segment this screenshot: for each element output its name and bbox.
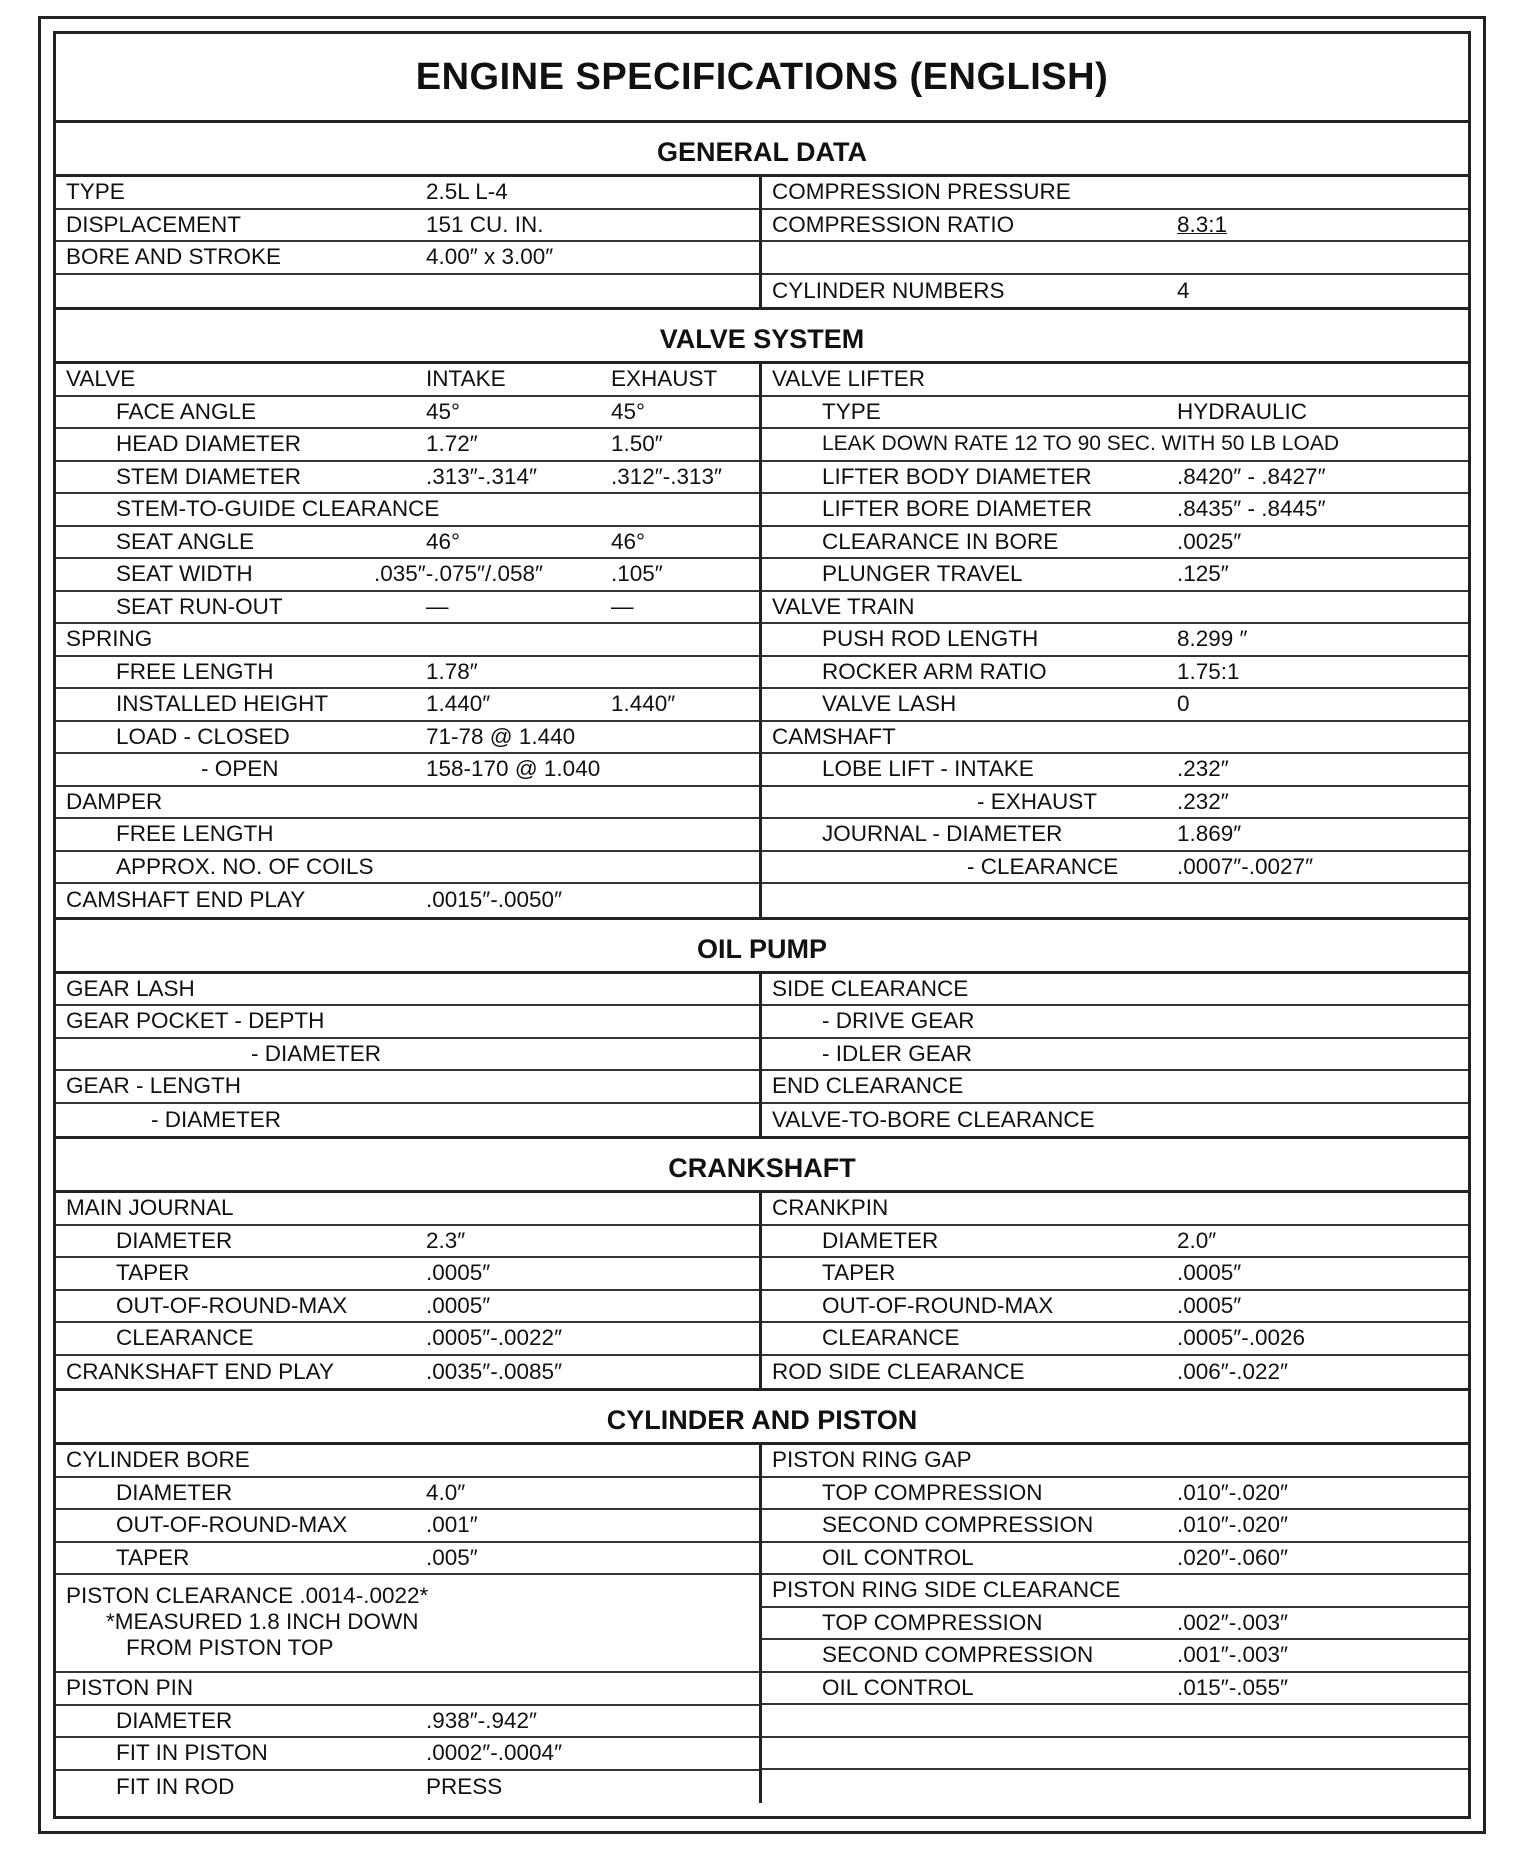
table-row bbox=[56, 1738, 759, 1771]
crank-left-column bbox=[56, 1193, 762, 1388]
intake-value: — bbox=[426, 593, 449, 619]
spec-label: PISTON RING SIDE CLEARANCE bbox=[772, 1577, 1121, 1603]
table-row bbox=[762, 1640, 1468, 1673]
spec-value: 2.3″ bbox=[426, 1227, 466, 1253]
spec-label: STEM DIAMETER bbox=[116, 463, 302, 489]
spec-label: OUT-OF-ROUND-MAX bbox=[116, 1512, 348, 1538]
intake-value: 71-78 @ 1.440 bbox=[426, 723, 576, 749]
spec-label: PISTON PIN bbox=[66, 1675, 194, 1701]
spec-label: VALVE LIFTER bbox=[772, 366, 925, 392]
table-row bbox=[56, 494, 759, 527]
table-row bbox=[762, 210, 1468, 243]
spec-label: OIL CONTROL bbox=[822, 1544, 974, 1570]
piston-clearance-cell bbox=[56, 1575, 759, 1673]
table-row bbox=[762, 397, 1468, 430]
spec-label: JOURNAL - DIAMETER bbox=[822, 821, 1063, 847]
oil-left-column bbox=[56, 974, 762, 1137]
valve-left-column bbox=[56, 364, 762, 917]
spec-value: .0005″ bbox=[1177, 1292, 1242, 1318]
table-row bbox=[762, 1608, 1468, 1641]
table-row bbox=[56, 1006, 759, 1039]
spec-value: .001″ bbox=[426, 1512, 478, 1538]
spec-label: COMPRESSION PRESSURE bbox=[772, 179, 1071, 205]
spec-value: .0005″ bbox=[426, 1292, 491, 1318]
table-row bbox=[56, 974, 759, 1007]
table-row bbox=[762, 657, 1468, 690]
intake-value: .313″-.314″ bbox=[426, 463, 538, 489]
table-row bbox=[56, 397, 759, 430]
spec-label: LOBE LIFT - INTAKE bbox=[822, 756, 1034, 782]
cyl-right-column bbox=[762, 1445, 1468, 1803]
table-row bbox=[762, 1291, 1468, 1324]
table-row bbox=[762, 592, 1468, 625]
intake-value: 45° bbox=[426, 398, 461, 424]
table-row bbox=[56, 787, 759, 820]
general-right-column bbox=[762, 177, 1468, 307]
spec-label: DIAMETER bbox=[822, 1227, 939, 1253]
table-row bbox=[762, 1258, 1468, 1291]
intake-value: 1.78″ bbox=[426, 658, 478, 684]
spec-label: - OPEN bbox=[201, 756, 279, 782]
table-row bbox=[762, 494, 1468, 527]
spec-label: ROCKER ARM RATIO bbox=[822, 658, 1047, 684]
table-row bbox=[56, 1193, 759, 1226]
spec-label: - DRIVE GEAR bbox=[822, 1008, 975, 1034]
spec-value: HYDRAULIC bbox=[1177, 398, 1308, 424]
spec-label: BORE AND STROKE bbox=[66, 244, 282, 270]
spec-label: CLEARANCE bbox=[822, 1325, 960, 1351]
table-row bbox=[56, 1510, 759, 1543]
intake-header: INTAKE bbox=[426, 366, 506, 392]
table-row bbox=[56, 242, 759, 275]
spec-label: DISPLACEMENT bbox=[66, 211, 242, 237]
table-row bbox=[762, 1226, 1468, 1259]
exhaust-value: .105″ bbox=[611, 561, 663, 587]
table-row bbox=[56, 1543, 759, 1576]
spec-label: TAPER bbox=[116, 1544, 190, 1570]
spec-value: 0 bbox=[1177, 691, 1190, 717]
spec-label: COMPRESSION RATIO bbox=[772, 211, 1015, 237]
table-row bbox=[762, 1445, 1468, 1478]
spec-value: .0005″ bbox=[426, 1260, 491, 1286]
spec-value: .010″-.020″ bbox=[1177, 1479, 1289, 1505]
spec-label: OUT-OF-ROUND-MAX bbox=[116, 1292, 348, 1318]
table-row bbox=[762, 1323, 1468, 1356]
spec-label: OUT-OF-ROUND-MAX bbox=[822, 1292, 1054, 1318]
table-row bbox=[762, 559, 1468, 592]
table-row bbox=[56, 689, 759, 722]
spec-value: 8.299 ″ bbox=[1177, 626, 1248, 652]
spec-label: HEAD DIAMETER bbox=[116, 431, 302, 457]
table-row bbox=[762, 787, 1468, 820]
spec-label: STEM-TO-GUIDE CLEARANCE bbox=[116, 496, 440, 522]
spec-label: LIFTER BORE DIAMETER bbox=[822, 496, 1093, 522]
table-row bbox=[762, 974, 1468, 1007]
spec-label: VALVE TRAIN bbox=[772, 593, 915, 619]
spec-label: INSTALLED HEIGHT bbox=[116, 691, 329, 717]
table-row bbox=[56, 1356, 759, 1389]
spec-label: OIL CONTROL bbox=[822, 1674, 974, 1700]
table-row bbox=[56, 884, 759, 917]
spec-value: .015″-.055″ bbox=[1177, 1674, 1289, 1700]
table-row bbox=[762, 1705, 1468, 1738]
table-row bbox=[762, 364, 1468, 397]
spec-label: FREE LENGTH bbox=[116, 658, 274, 684]
spec-value: .006″-.022″ bbox=[1177, 1358, 1289, 1384]
spec-label: GEAR POCKET - DEPTH bbox=[66, 1008, 325, 1034]
spec-label: CLEARANCE bbox=[116, 1325, 254, 1351]
spec-label: TOP COMPRESSION bbox=[822, 1609, 1043, 1635]
table-row bbox=[762, 429, 1468, 462]
intake-value: 158-170 @ 1.040 bbox=[426, 756, 601, 782]
table-row bbox=[56, 819, 759, 852]
table-row bbox=[56, 852, 759, 885]
spec-label: VALVE-TO-BORE CLEARANCE bbox=[772, 1106, 1095, 1132]
table-row bbox=[56, 462, 759, 495]
spec-label: TAPER bbox=[822, 1260, 896, 1286]
cylinder-piston-block bbox=[56, 1445, 1468, 1803]
spec-label: DAMPER bbox=[66, 788, 163, 814]
table-row bbox=[56, 429, 759, 462]
table-row bbox=[56, 177, 759, 210]
table-row bbox=[56, 275, 759, 308]
table-row bbox=[56, 210, 759, 243]
spec-label: FACE ANGLE bbox=[116, 398, 257, 424]
spec-label: - DIAMETER bbox=[251, 1040, 382, 1066]
spec-value: .002″-.003″ bbox=[1177, 1609, 1289, 1635]
intake-value: .035″-.075″/.058″ bbox=[374, 561, 544, 587]
table-row bbox=[762, 527, 1468, 560]
spec-label: - EXHAUST bbox=[977, 788, 1098, 814]
table-row bbox=[56, 1226, 759, 1259]
table-row bbox=[762, 1039, 1468, 1072]
spec-label: CYLINDER NUMBERS bbox=[772, 277, 1005, 303]
exhaust-value: 1.50″ bbox=[611, 431, 663, 457]
spec-label: TYPE bbox=[66, 179, 125, 205]
spec-label: SIDE CLEARANCE bbox=[772, 975, 969, 1001]
spec-label: PUSH ROD LENGTH bbox=[822, 626, 1039, 652]
table-row bbox=[762, 1193, 1468, 1226]
exhaust-header: EXHAUST bbox=[611, 366, 718, 392]
table-row bbox=[56, 364, 759, 397]
table-row bbox=[762, 1543, 1468, 1576]
spec-label: APPROX. NO. OF COILS bbox=[116, 853, 374, 879]
section-heading-general: GENERAL DATA bbox=[56, 123, 1468, 177]
piston-clearance-note: FROM PISTON TOP bbox=[126, 1635, 334, 1660]
spec-label: MAIN JOURNAL bbox=[66, 1195, 234, 1221]
table-row bbox=[762, 1575, 1468, 1608]
table-row bbox=[56, 1258, 759, 1291]
table-row bbox=[56, 1673, 759, 1706]
oil-pump-block bbox=[56, 974, 1468, 1140]
spec-label: CLEARANCE IN BORE bbox=[822, 528, 1059, 554]
spec-value: PRESS bbox=[426, 1773, 503, 1799]
spec-value: .005″ bbox=[426, 1544, 478, 1570]
spec-value: .0005″-.0022″ bbox=[426, 1325, 563, 1351]
spec-value: 8.3:1 bbox=[1177, 211, 1228, 237]
spec-value: 4 bbox=[1177, 277, 1190, 303]
spec-label: DIAMETER bbox=[116, 1227, 233, 1253]
table-row bbox=[56, 657, 759, 690]
spec-label: TYPE bbox=[822, 398, 881, 424]
oil-right-column bbox=[762, 974, 1468, 1137]
spec-label: TOP COMPRESSION bbox=[822, 1479, 1043, 1505]
spec-label: LEAK DOWN RATE 12 TO 90 SEC. WITH 50 LB LOAD bbox=[822, 432, 1339, 456]
spec-label: SEAT ANGLE bbox=[116, 528, 254, 554]
spec-value: .0007″-.0027″ bbox=[1177, 853, 1314, 879]
spec-label: - CLEARANCE bbox=[967, 853, 1119, 879]
piston-clearance-label: PISTON CLEARANCE .0014-.0022* bbox=[66, 1583, 429, 1608]
spec-label: CYLINDER BORE bbox=[66, 1447, 250, 1473]
valve-system-block bbox=[56, 364, 1468, 920]
crank-right-column bbox=[762, 1193, 1468, 1388]
spec-label: SEAT WIDTH bbox=[116, 561, 253, 587]
table-row bbox=[762, 819, 1468, 852]
table-row bbox=[762, 1356, 1468, 1389]
spec-label: CRANKPIN bbox=[772, 1195, 889, 1221]
spec-value: .020″-.060″ bbox=[1177, 1544, 1289, 1570]
table-row bbox=[762, 754, 1468, 787]
spec-label: LIFTER BODY DIAMETER bbox=[822, 463, 1092, 489]
spec-label: GEAR - LENGTH bbox=[66, 1073, 242, 1099]
table-row bbox=[762, 1104, 1468, 1137]
intake-value: 46° bbox=[426, 528, 461, 554]
spec-value: 2.0″ bbox=[1177, 1227, 1217, 1253]
spec-label: SECOND COMPRESSION bbox=[822, 1642, 1094, 1668]
section-heading-crankshaft: CRANKSHAFT bbox=[56, 1139, 1468, 1193]
table-row bbox=[56, 1039, 759, 1072]
spec-label: END CLEARANCE bbox=[772, 1073, 964, 1099]
table-row bbox=[762, 462, 1468, 495]
exhaust-value: 45° bbox=[611, 398, 646, 424]
spec-label: DIAMETER bbox=[116, 1479, 233, 1505]
table-row bbox=[762, 1071, 1468, 1104]
spec-value: .938″-.942″ bbox=[426, 1707, 538, 1733]
spec-value: .125″ bbox=[1177, 561, 1229, 587]
table-row bbox=[762, 1006, 1468, 1039]
spec-label: PISTON RING GAP bbox=[772, 1447, 972, 1473]
spec-value: .232″ bbox=[1177, 788, 1229, 814]
spec-value: .8435″ - .8445″ bbox=[1177, 496, 1326, 522]
spec-label: PLUNGER TRAVEL bbox=[822, 561, 1023, 587]
spec-value: .0005″-.0026 bbox=[1177, 1325, 1306, 1351]
spec-value: 4.00″ x 3.00″ bbox=[426, 244, 554, 270]
table-row bbox=[56, 527, 759, 560]
intake-value: .0015″-.0050″ bbox=[426, 887, 563, 913]
spec-table bbox=[53, 31, 1471, 1819]
spec-label: FIT IN PISTON bbox=[116, 1740, 268, 1766]
table-row bbox=[56, 1445, 759, 1478]
spec-value: 151 CU. IN. bbox=[426, 211, 544, 237]
table-row bbox=[762, 1510, 1468, 1543]
spec-value: .0002″-.0004″ bbox=[426, 1740, 563, 1766]
spec-label: FIT IN ROD bbox=[116, 1773, 235, 1799]
general-data-block bbox=[56, 177, 1468, 310]
exhaust-value: 46° bbox=[611, 528, 646, 554]
spec-value: .0005″ bbox=[1177, 1260, 1242, 1286]
table-row bbox=[56, 722, 759, 755]
table-row bbox=[56, 559, 759, 592]
table-row bbox=[56, 754, 759, 787]
intake-value: 1.72″ bbox=[426, 431, 478, 457]
spec-value: 1.869″ bbox=[1177, 821, 1242, 847]
piston-clearance-note: *MEASURED 1.8 INCH DOWN bbox=[106, 1609, 419, 1634]
spec-label: VALVE LASH bbox=[822, 691, 957, 717]
table-row bbox=[762, 242, 1468, 275]
table-row bbox=[56, 592, 759, 625]
table-row bbox=[762, 1738, 1468, 1771]
spec-label: VALVE bbox=[66, 366, 136, 392]
spec-label: ROD SIDE CLEARANCE bbox=[772, 1358, 1025, 1384]
table-row bbox=[56, 1291, 759, 1324]
crankshaft-block bbox=[56, 1193, 1468, 1391]
valve-right-column bbox=[762, 364, 1468, 917]
document-frame bbox=[38, 16, 1486, 1834]
spec-label: - IDLER GEAR bbox=[822, 1040, 973, 1066]
exhaust-value: 1.440″ bbox=[611, 691, 676, 717]
exhaust-value: .312″-.313″ bbox=[611, 463, 723, 489]
spec-value: 1.75:1 bbox=[1177, 658, 1240, 684]
table-row bbox=[762, 1770, 1468, 1803]
table-row bbox=[56, 1323, 759, 1356]
spec-value: 2.5L L-4 bbox=[426, 179, 508, 205]
spec-label: SECOND COMPRESSION bbox=[822, 1512, 1094, 1538]
intake-value: 1.440″ bbox=[426, 691, 491, 717]
section-heading-valve: VALVE SYSTEM bbox=[56, 310, 1468, 364]
spec-value: .001″-.003″ bbox=[1177, 1642, 1289, 1668]
table-row bbox=[56, 1104, 759, 1137]
spec-label: - DIAMETER bbox=[151, 1106, 282, 1132]
section-heading-cylinder-piston: CYLINDER AND PISTON bbox=[56, 1391, 1468, 1445]
spec-label: FREE LENGTH bbox=[116, 821, 274, 847]
table-row bbox=[762, 852, 1468, 885]
spec-label: SPRING bbox=[66, 626, 153, 652]
table-row bbox=[762, 884, 1468, 917]
table-row bbox=[762, 722, 1468, 755]
table-row bbox=[762, 275, 1468, 308]
spec-label: GEAR LASH bbox=[66, 975, 195, 1001]
spec-label: SEAT RUN-OUT bbox=[116, 593, 283, 619]
table-row bbox=[56, 1071, 759, 1104]
spec-value: .232″ bbox=[1177, 756, 1229, 782]
cyl-left-column bbox=[56, 1445, 762, 1803]
spec-value: .010″-.020″ bbox=[1177, 1512, 1289, 1538]
spec-label: DIAMETER bbox=[116, 1707, 233, 1733]
spec-label: CRANKSHAFT END PLAY bbox=[66, 1358, 334, 1384]
spec-label: CAMSHAFT END PLAY bbox=[66, 887, 306, 913]
table-row bbox=[762, 1673, 1468, 1706]
table-row bbox=[56, 1478, 759, 1511]
section-heading-oil-pump: OIL PUMP bbox=[56, 920, 1468, 974]
spec-value: .8420″ - .8427″ bbox=[1177, 463, 1326, 489]
exhaust-value: — bbox=[611, 593, 634, 619]
table-row bbox=[56, 1706, 759, 1739]
table-row bbox=[762, 624, 1468, 657]
spec-value: 4.0″ bbox=[426, 1479, 466, 1505]
table-row bbox=[762, 177, 1468, 210]
spec-label: TAPER bbox=[116, 1260, 190, 1286]
general-left-column bbox=[56, 177, 762, 307]
table-row bbox=[762, 1478, 1468, 1511]
spec-value: .0025″ bbox=[1177, 528, 1242, 554]
table-row bbox=[56, 624, 759, 657]
table-row bbox=[56, 1771, 759, 1804]
spec-label: CAMSHAFT bbox=[772, 723, 896, 749]
page-title: ENGINE SPECIFICATIONS (ENGLISH) bbox=[56, 34, 1468, 123]
table-row bbox=[762, 689, 1468, 722]
spec-value: .0035″-.0085″ bbox=[426, 1358, 563, 1384]
spec-label: LOAD - CLOSED bbox=[116, 723, 290, 749]
